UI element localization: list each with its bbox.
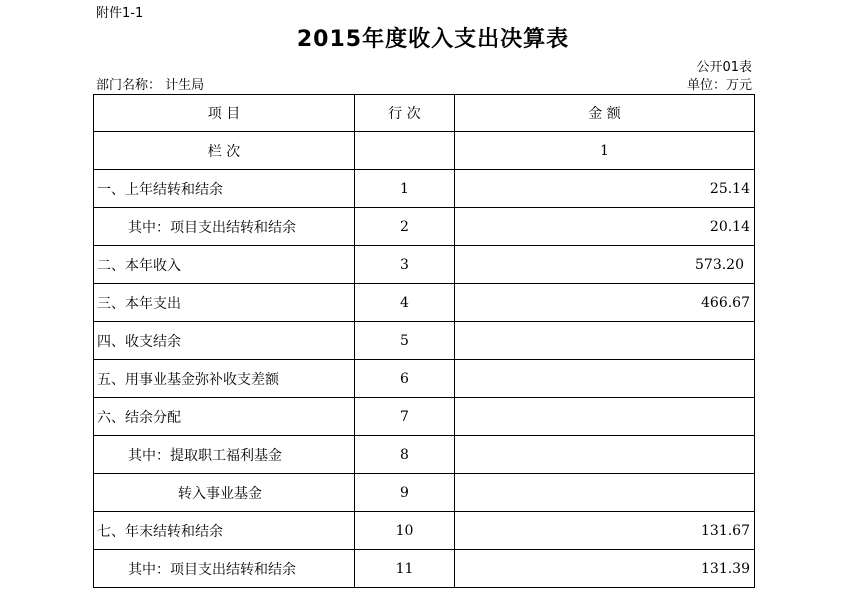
row-item: 三、本年支出	[94, 284, 355, 322]
row-line: 8	[355, 436, 455, 474]
header-item: 项 目	[94, 95, 355, 132]
row-amount: 131.67	[455, 512, 755, 550]
row-line: 4	[355, 284, 455, 322]
row-amount	[455, 436, 755, 474]
table-row	[94, 322, 755, 360]
row-line: 2	[355, 208, 455, 246]
page-title: 2015年度收入支出决算表	[296, 27, 570, 52]
row-item: 二、本年收入	[94, 246, 355, 284]
row-line: 7	[355, 398, 455, 436]
attachment-label: 附件1-1	[96, 6, 144, 21]
row-line: 9	[355, 474, 455, 512]
row-amount: 25.14	[455, 170, 755, 208]
column-number-label: 栏 次	[94, 132, 355, 170]
table-row	[94, 474, 755, 512]
table-row	[94, 246, 755, 284]
row-amount: 131.39	[455, 550, 755, 588]
row-item: 七、年末结转和结余	[94, 512, 355, 550]
row-item: 其中：项目支出结转和结余	[94, 208, 355, 246]
department-label: 部门名称： 计生局	[96, 78, 205, 93]
unit-label: 单位：万元	[686, 78, 752, 93]
header-amount: 金 额	[455, 95, 755, 132]
table-row	[94, 284, 755, 322]
row-item: 一、上年结转和结余	[94, 170, 355, 208]
row-line: 1	[355, 170, 455, 208]
row-item: 六、结余分配	[94, 398, 355, 436]
row-amount: 573.20	[455, 246, 755, 284]
table-row	[94, 550, 755, 588]
table-row	[94, 170, 755, 208]
row-line: 10	[355, 512, 455, 550]
row-amount: 466.67	[455, 284, 755, 322]
table-row	[94, 360, 755, 398]
row-line: 5	[355, 322, 455, 360]
form-number: 公开01表	[696, 60, 752, 75]
row-amount	[455, 398, 755, 436]
row-item: 五、用事业基金弥补收支差额	[94, 360, 355, 398]
row-amount	[455, 322, 755, 360]
row-line: 3	[355, 246, 455, 284]
row-amount	[455, 474, 755, 512]
row-item: 转入事业基金	[94, 474, 355, 512]
row-amount: 20.14	[455, 208, 755, 246]
header-line-number: 行 次	[355, 95, 455, 132]
table-row	[94, 208, 755, 246]
table-header-row	[94, 95, 755, 132]
row-item: 其中：项目支出结转和结余	[94, 550, 355, 588]
row-item: 四、收支结余	[94, 322, 355, 360]
income-expenditure-table	[93, 94, 755, 588]
row-line: 6	[355, 360, 455, 398]
table-row	[94, 512, 755, 550]
table-row	[94, 398, 755, 436]
row-item: 其中：提取职工福利基金	[94, 436, 355, 474]
row-amount	[455, 360, 755, 398]
column-number-line	[355, 132, 455, 170]
row-line: 11	[355, 550, 455, 588]
table-row	[94, 436, 755, 474]
column-number-row	[94, 132, 755, 170]
column-number-amount: 1	[455, 132, 755, 170]
